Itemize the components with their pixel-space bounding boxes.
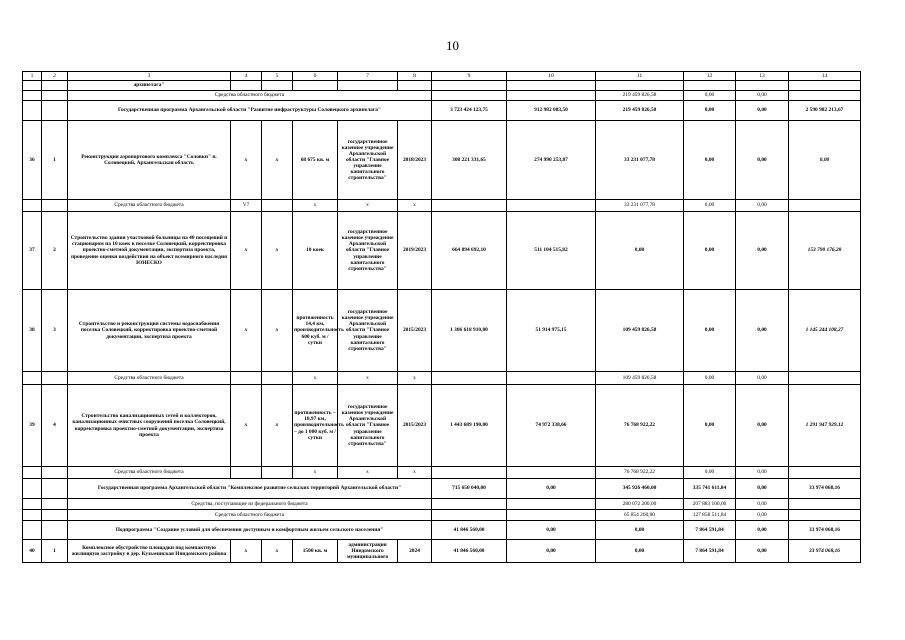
amount: 715 650 040,00 [432, 479, 507, 499]
amount: 0,00 [736, 200, 789, 212]
amount: 274 990 253,87 [507, 121, 596, 200]
amount: 41 846 560,00 [432, 540, 507, 563]
amount: 33 231 077,78 [596, 121, 684, 200]
column-header: 12 [684, 72, 736, 81]
table-row [23, 290, 861, 372]
amount: 109 459 826,58 [596, 372, 684, 385]
amount: 219 459 826,58 [596, 91, 684, 101]
column-header: 3 [68, 72, 231, 81]
amount: 0,00 [736, 510, 789, 521]
funding-source: Средства областного бюджета [68, 200, 231, 212]
row-number: 40 [23, 540, 42, 563]
amount: 0,00 [596, 521, 684, 540]
project-name: Комплексное обустройство площадки под компактную жилищную застройку в дер. Кузьминская Няндомского района [68, 540, 231, 563]
table-row [23, 479, 861, 499]
amount: 0,00 [736, 540, 789, 563]
table-row [23, 200, 861, 212]
table-row [23, 499, 861, 510]
cell-x: x [262, 290, 293, 372]
amount: 0,00 [507, 521, 596, 540]
cell-x: x [231, 212, 262, 290]
period: 2019/2023 [398, 212, 432, 290]
amount: 1 306 618 910,00 [432, 290, 507, 372]
cell-x: x [293, 200, 338, 212]
table-row [23, 81, 861, 91]
customer: администрация Няндомского муниципального [338, 540, 398, 563]
amount: 33 974 068,16 [789, 540, 861, 563]
amount: 0,00 [684, 385, 736, 467]
cell-x: x [231, 540, 262, 563]
amount: 0,00 [736, 499, 789, 510]
column-header: 10 [507, 72, 596, 81]
cell-x: x [262, 540, 293, 563]
amount: 0,00 [736, 91, 789, 101]
amount: 0,00 [736, 290, 789, 372]
customer: государственное казенное учреждение Архангельской области "Главное управление капитального строительства" [338, 385, 398, 467]
funding-source: Средства областного бюджета [68, 91, 432, 101]
amount: 280 072 200,00 [596, 499, 684, 510]
amount: 7 864 591,84 [684, 540, 736, 563]
table-row [23, 467, 861, 479]
cell-x: x [262, 385, 293, 467]
project-name: Строительство канализационных сетей и коллекторов, канализационных очистных сооружений поселка Соловецкий, корректировка проектно-сметной документации, экспертиза проекта [68, 385, 231, 467]
cell-x: x [338, 467, 398, 479]
subprogram-title: Подпрограмма "Создание условий для обеспечения доступным и комфортным жильем сельского населения" [68, 521, 432, 540]
column-number-row [23, 72, 861, 81]
amount: 76 768 922,22 [596, 385, 684, 467]
program-title: Государственная программа Архангельской области "Комплексное развитие сельских территорий Архангельской области" [68, 479, 432, 499]
amount: 0,00 [684, 467, 736, 479]
amount: 0,00 [596, 540, 684, 563]
table-row [23, 212, 861, 290]
item-number: 2 [42, 212, 68, 290]
amount: 1 443 689 190,00 [432, 385, 507, 467]
amount: 0,00 [596, 212, 684, 290]
amount: 0,00 [736, 121, 789, 200]
table-row [23, 372, 861, 385]
amount: 1 145 244 108,27 [789, 290, 861, 372]
amount: 0,00 [684, 101, 736, 121]
amount: 912 982 083,50 [507, 101, 596, 121]
amount: 219 459 826,58 [596, 101, 684, 121]
amount: 0,00 [684, 200, 736, 212]
funding-source: Средства областного бюджета [68, 372, 231, 385]
table-row [23, 385, 861, 467]
row-number: 39 [23, 385, 42, 467]
customer: государственное казенное учреждение Архангельской области "Главное управление капитального строительства" [338, 121, 398, 200]
program-title: Государственная программа Архангельской области "Развитие инфраструктуры Соловецкого архипелага" [68, 101, 432, 121]
column-header: 14 [789, 72, 861, 81]
column-header: 5 [262, 72, 293, 81]
amount: 51 914 975,15 [507, 290, 596, 372]
cell-x: x [398, 467, 432, 479]
table-row [23, 540, 861, 563]
cell-x: x [293, 467, 338, 479]
amount: 1 291 947 929,12 [789, 385, 861, 467]
column-header: 8 [398, 72, 432, 81]
amount: 0,00 [684, 372, 736, 385]
amount: 0,00 [736, 479, 789, 499]
amount: 0,00 [736, 372, 789, 385]
item-number: 1 [42, 540, 68, 563]
item-number: 3 [42, 290, 68, 372]
column-header: 4 [231, 72, 262, 81]
row-number: 36 [23, 121, 42, 200]
amount: 0,00 [684, 212, 736, 290]
amount: 65 854 260,00 [596, 510, 684, 521]
page-number: 10 [446, 38, 459, 53]
table-row [23, 510, 861, 521]
period: 2024 [398, 540, 432, 563]
capacity: 68 675 кв. м [293, 121, 338, 200]
cell-x: x [231, 290, 262, 372]
cell-x: x [231, 121, 262, 200]
cell-x: x [338, 200, 398, 212]
amount: 33 974 068,16 [789, 521, 861, 540]
funding-source: Средства, поступающие из федерального бюджета [68, 499, 432, 510]
amount: 3 723 424 123,75 [432, 101, 507, 121]
amount: 0,00 [507, 540, 596, 563]
program-title-continuation: архипелага" [68, 81, 231, 91]
amount: 2 590 982 213,67 [789, 101, 861, 121]
column-header: 13 [736, 72, 789, 81]
column-header: 11 [596, 72, 684, 81]
amount: 207 883 100,00 [684, 499, 736, 510]
amount: 109 459 826,58 [596, 290, 684, 372]
amount: 7 864 591,84 [684, 521, 736, 540]
capacity: 10 коек [293, 212, 338, 290]
amount: 0,00 [684, 121, 736, 200]
amount: 0,00 [736, 212, 789, 290]
cell-x: x [262, 212, 293, 290]
funding-source: Средства областного бюджета [68, 467, 231, 479]
amount: 0,00 [736, 385, 789, 467]
amount: 345 926 460,00 [596, 479, 684, 499]
amount: 76 768 922,22 [596, 467, 684, 479]
customer: государственное казенное учреждение Архангельской области "Главное управление капитального строительства" [338, 212, 398, 290]
table-row [23, 121, 861, 200]
budget-table [22, 71, 861, 563]
capacity: протяженность – 10,97 км, производительность – до 1 000 куб. м / сутки [293, 385, 338, 467]
item-number: 4 [42, 385, 68, 467]
amount: 33 974 068,16 [789, 479, 861, 499]
amount: 127 858 511,84 [684, 510, 736, 521]
cell-x: x [338, 372, 398, 385]
cell-x: x [398, 372, 432, 385]
row-number: 37 [23, 212, 42, 290]
column-header: 6 [293, 72, 338, 81]
table-row [23, 521, 861, 540]
project-name: Строительство и реконструкция системы водоснабжения поселка Соловецкий, корректировка проектно-сметной документации, экспертиза проекта [68, 290, 231, 372]
period: 2015/2023 [398, 290, 432, 372]
amount: 335 741 611,84 [684, 479, 736, 499]
amount: 41 846 560,00 [432, 521, 507, 540]
column-header: 7 [338, 72, 398, 81]
amount: 153 790 176,28 [789, 212, 861, 290]
amount: 33 231 077,78 [596, 200, 684, 212]
amount: 0,00 [736, 467, 789, 479]
code: V7 [231, 200, 262, 212]
amount: 0,00 [684, 290, 736, 372]
funding-source: Средства областного бюджета [68, 510, 432, 521]
cell-x: x [293, 372, 338, 385]
cell-x: x [262, 121, 293, 200]
amount: 0,00 [507, 479, 596, 499]
table-row [23, 101, 861, 121]
capacity: протяженность 14,4 км, производительность 600 куб. м / сутки [293, 290, 338, 372]
amount: 308 221 331,65 [432, 121, 507, 200]
column-header: 2 [42, 72, 68, 81]
amount: 511 104 515,82 [507, 212, 596, 290]
row-number: 38 [23, 290, 42, 372]
table-row [23, 91, 861, 101]
project-name: Строительство здания участковой больницы на 40 посещений и стационаром на 10 коек в поселке Соловецкий, корректировка проектно-сметной документации, экспертиза проекта, проведение оценки воздействия на объект всемирного наследия ЮНЕСКО [68, 212, 231, 290]
customer: государственное казенное учреждение Архангельской области "Главное управление капитального строительства" [338, 290, 398, 372]
period: 2018/2023 [398, 121, 432, 200]
cell-x: x [398, 200, 432, 212]
amount: 0,00 [736, 521, 789, 540]
cell-x: x [231, 385, 262, 467]
column-header: 1 [23, 72, 42, 81]
project-name: Реконструкция аэропортового комплекса "Соловки" п. Соловецкий, Архангельская область [68, 121, 231, 200]
period: 2015/2023 [398, 385, 432, 467]
amount: 0,00 [736, 101, 789, 121]
capacity: 1500 кв. м [293, 540, 338, 563]
amount: 74 972 338,66 [507, 385, 596, 467]
amount: 664 894 692,10 [432, 212, 507, 290]
amount: 0,00 [684, 91, 736, 101]
column-header: 9 [432, 72, 507, 81]
amount: 0,00 [789, 121, 861, 200]
item-number: 1 [42, 121, 68, 200]
